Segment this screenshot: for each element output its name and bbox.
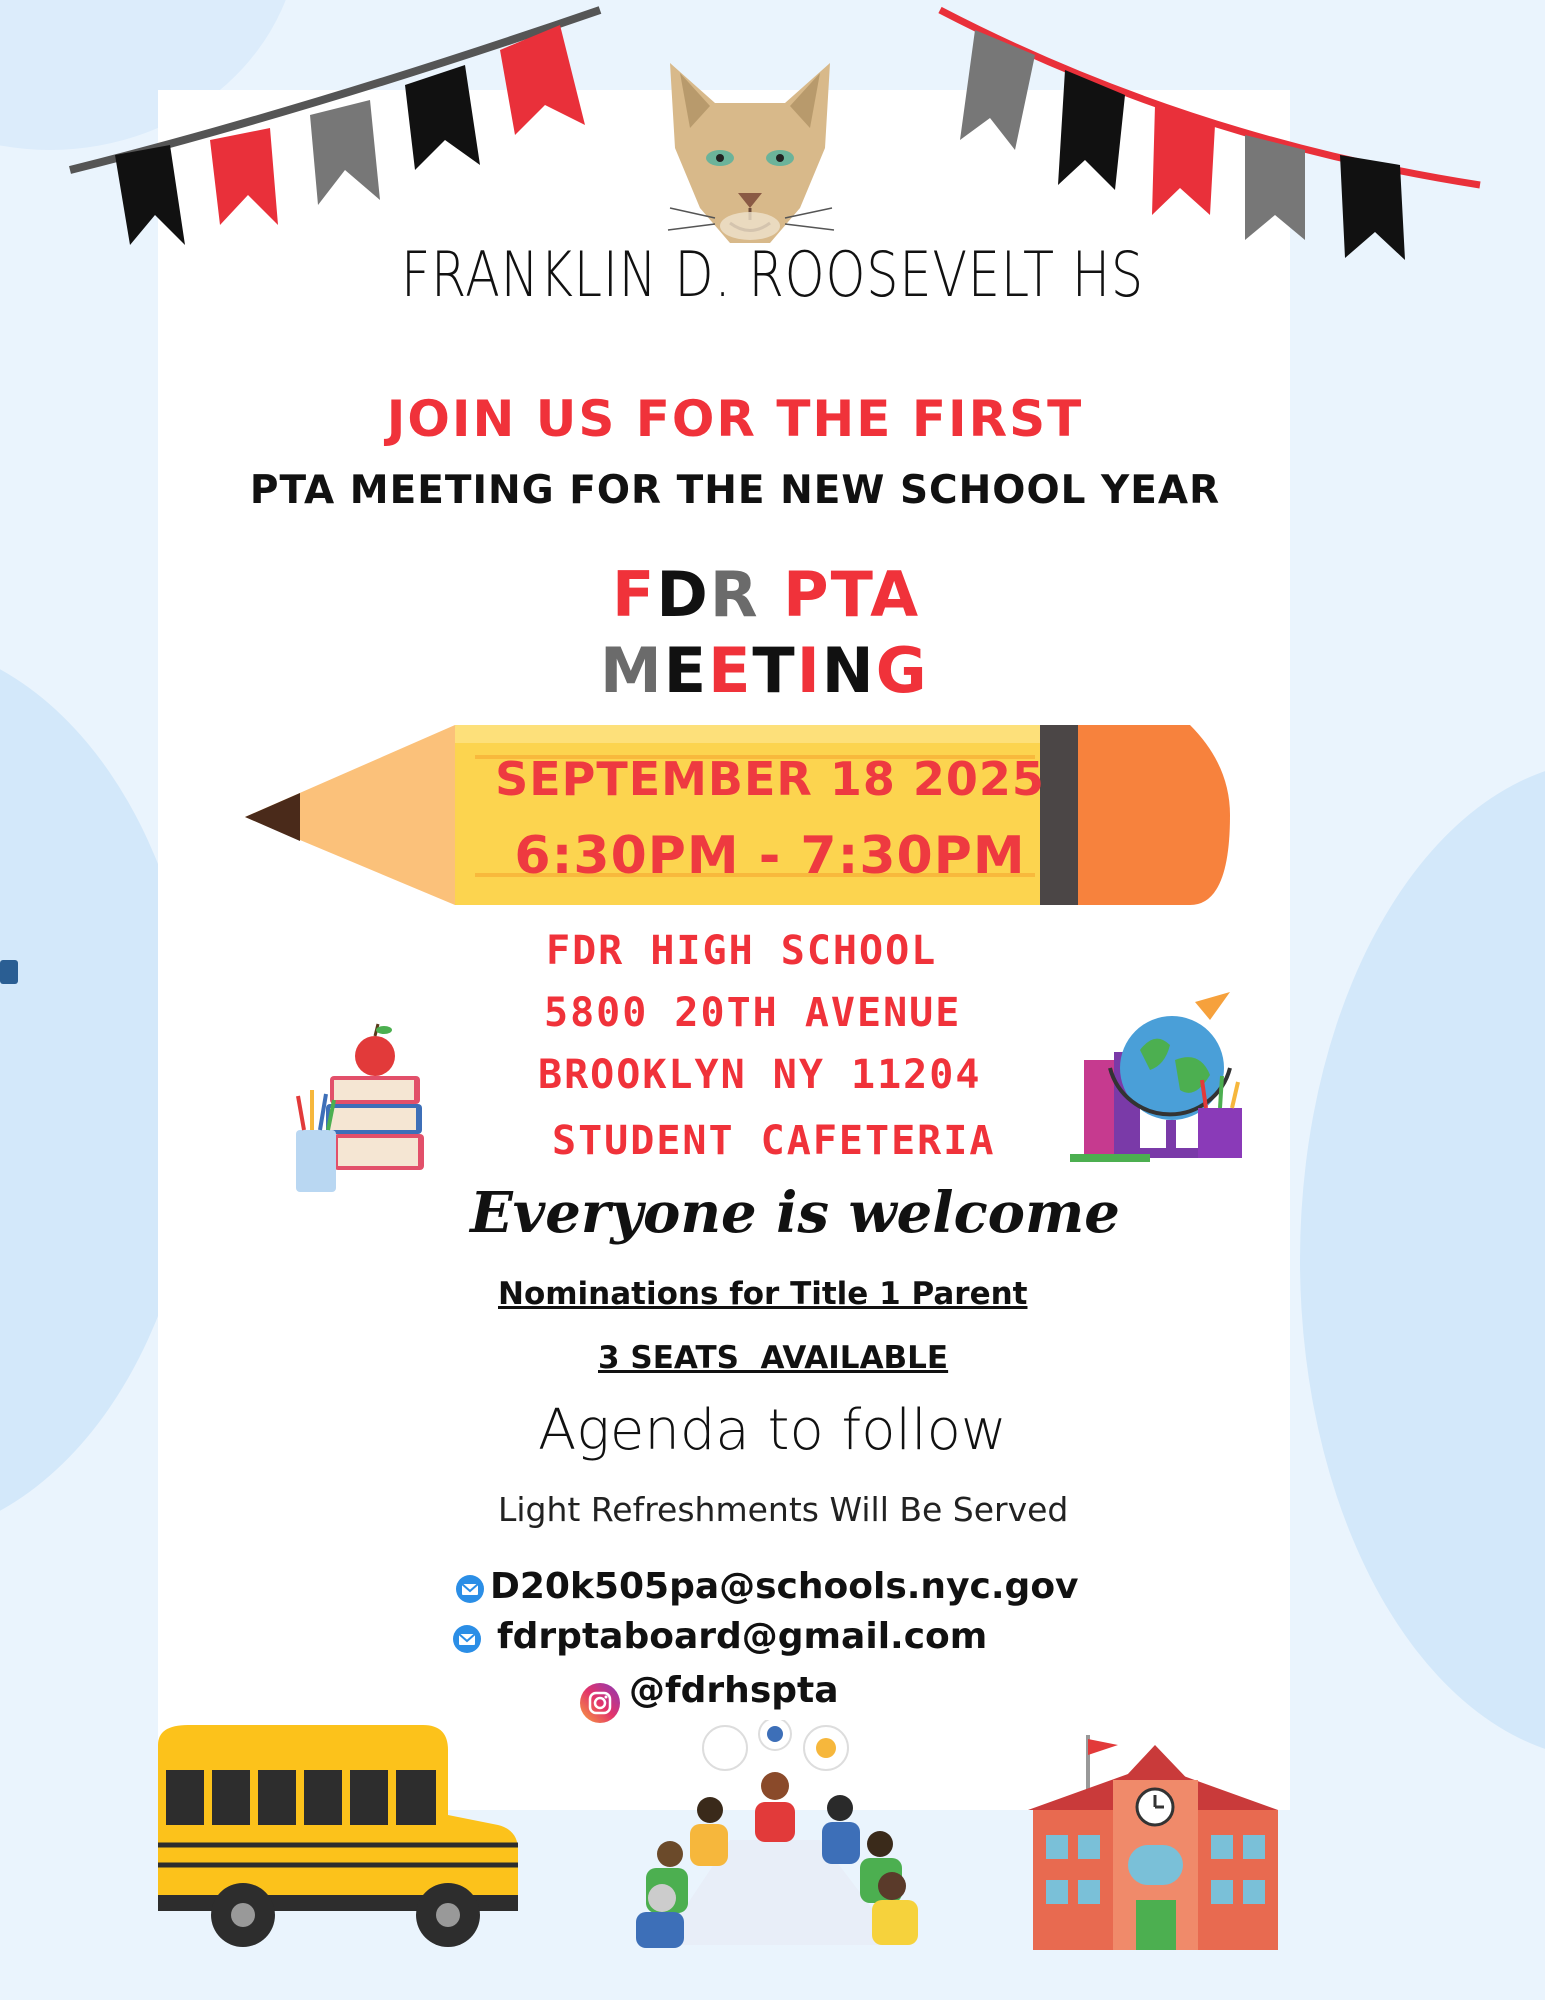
- meeting-letter: E: [708, 634, 753, 707]
- edge-decoration: [0, 960, 18, 984]
- event-time: 6:30PM - 7:30PM: [514, 826, 1026, 886]
- email-icon: [455, 1574, 485, 1604]
- school-bus-icon: [148, 1725, 520, 1950]
- meeting-letter: I: [796, 634, 822, 707]
- fdr-pta-letter: D: [656, 558, 710, 631]
- event-date: SEPTEMBER 18 2025: [495, 752, 1045, 806]
- bunting-flags-right-icon: [930, 0, 1490, 270]
- meeting-title: [600, 634, 929, 707]
- email-icon: [452, 1624, 482, 1654]
- address-school: FDR HIGH SCHOOL: [546, 928, 938, 974]
- contact-instagram[interactable]: @fdrhspta: [629, 1670, 839, 1711]
- fdr-pta-title: [612, 558, 920, 631]
- globe-books-icon: [1070, 990, 1260, 1170]
- nominations-text: Nominations for Title 1 Parent: [498, 1276, 1028, 1312]
- instagram-icon: [579, 1682, 621, 1724]
- meeting-letter: M: [600, 634, 664, 707]
- school-building-icon: [1028, 1735, 1283, 1955]
- background-blob-right: [1300, 760, 1545, 1760]
- school-name: FRANKLIN D. ROOSEVELT HS: [400, 238, 1144, 311]
- headline-join-us: JOIN US FOR THE FIRST: [386, 390, 1084, 448]
- books-apple-icon: [290, 1020, 430, 1195]
- meeting-people-icon: [630, 1720, 920, 1950]
- refreshments-note: Light Refreshments Will Be Served: [498, 1490, 1069, 1529]
- bunting-flags-left-icon: [60, 0, 620, 260]
- contact-email-2[interactable]: fdrptaboard@gmail.com: [497, 1616, 988, 1657]
- address-street: 5800 20TH AVENUE: [544, 990, 962, 1036]
- fdr-pta-letter: F: [612, 558, 657, 631]
- meeting-letter: T: [752, 634, 797, 707]
- welcome-message: Everyone is welcome: [470, 1180, 1120, 1246]
- contact-email-1[interactable]: D20k505pa@schools.nyc.gov: [490, 1566, 1079, 1607]
- address-room: STUDENT CAFETERIA: [552, 1118, 996, 1164]
- agenda-note: Agenda to follow: [538, 1398, 1007, 1463]
- meeting-letter: G: [875, 634, 929, 707]
- meeting-letter: E: [663, 634, 709, 707]
- headline-pta-meeting: PTA MEETING FOR THE NEW SCHOOL YEAR: [249, 468, 1221, 513]
- fdr-pta-letter: R: [709, 558, 760, 631]
- address-city: BROOKLYN NY 11204: [538, 1052, 982, 1098]
- fdr-pta-letter: [760, 558, 784, 631]
- fdr-pta-letter: PTA: [783, 558, 921, 631]
- seats-available: 3 SEATS AVAILABLE: [598, 1340, 949, 1376]
- meeting-letter: N: [821, 634, 876, 707]
- cougar-mascot-icon: [660, 58, 840, 248]
